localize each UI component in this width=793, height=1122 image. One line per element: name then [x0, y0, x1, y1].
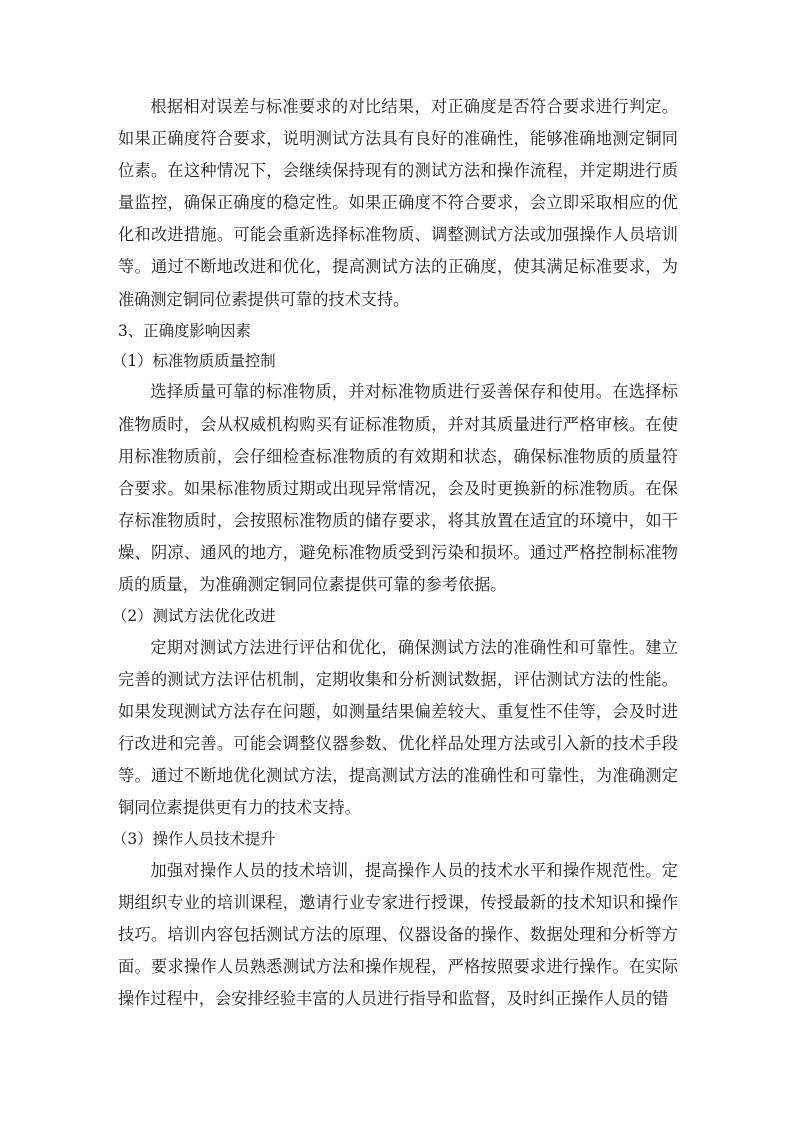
paragraph-reference-material: 选择质量可靠的标准物质，并对标准物质进行妥善保存和使用。在选择标准物质时，会从权威机构购买有证标准物质，并对其质量进行严格审核。在使用标准物质前，会仔细检查标准物质的有效期和状态，确保标准物质的质量符合要求。如果标准物质过期或出现异常情况，会及时更换新的标准物质。在保存标准物质时，会按照标准物质的储存要求，将其放置在适宜的环境中，如干燥、阴凉、通风的地方，避免标准物质受到污染和损坏。通过严格控制标准物质的质量，为准确测定铜同位素提供可靠的参考依据。 [118, 382, 678, 595]
section-heading-accuracy-factors: 3、正确度影响因素 [118, 321, 251, 340]
paragraph-operator-training: 加强对操作人员的技术培训，提高操作人员的技术水平和操作规范性。定期组织专业的培训课程，邀请行业专家进行授课，传授最新的技术知识和操作技巧。培训内容包括测试方法的原理、仪器设备的操作、数据处理和分析等方面。要求操作人员熟悉测试方法和操作规程，严格按照要求进行操作。在实际操作过程中，会安排经验丰富的人员进行指导和监督，及时纠正操作人员的错 [118, 860, 678, 1008]
document-page [112, 91, 678, 1015]
subheading-method-optimization: （2）测试方法优化改进 [112, 607, 276, 626]
subheading-operator-training: （3）操作人员技术提升 [112, 830, 276, 849]
paragraph-accuracy-judgement: 根据相对误差与标准要求的对比结果，对正确度是否符合要求进行判定。如果正确度符合要求，说明测试方法具有良好的准确性，能够准确地测定铜同位素。在这种情况下，会继续保持现有的测试方法和操作流程，并定期进行质量监控，确保正确度的稳定性。如果正确度不符合要求，会立即采取相应的优化和改进措施。可能会重新选择标准物质、调整测试方法或加强操作人员培训等。通过不断地改进和优化，提高测试方法的正确度，使其满足标准要求，为准确测定铜同位素提供可靠的技术支持。 [118, 97, 678, 309]
subheading-reference-material: （1）标准物质质量控制 [112, 352, 276, 371]
paragraph-method-optimization: 定期对测试方法进行评估和优化，确保测试方法的准确性和可靠性。建立完善的测试方法评估机制，定期收集和分析测试数据，评估测试方法的性能。如果发现测试方法存在问题，如测量结果偏差较大、重复性不佳等，会及时进行改进和完善。可能会调整仪器参数、优化样品处理方法或引入新的技术手段等。通过不断地优化测试方法，提高测试方法的准确性和可靠性，为准确测定铜同位素提供更有力的技术支持。 [118, 637, 678, 817]
